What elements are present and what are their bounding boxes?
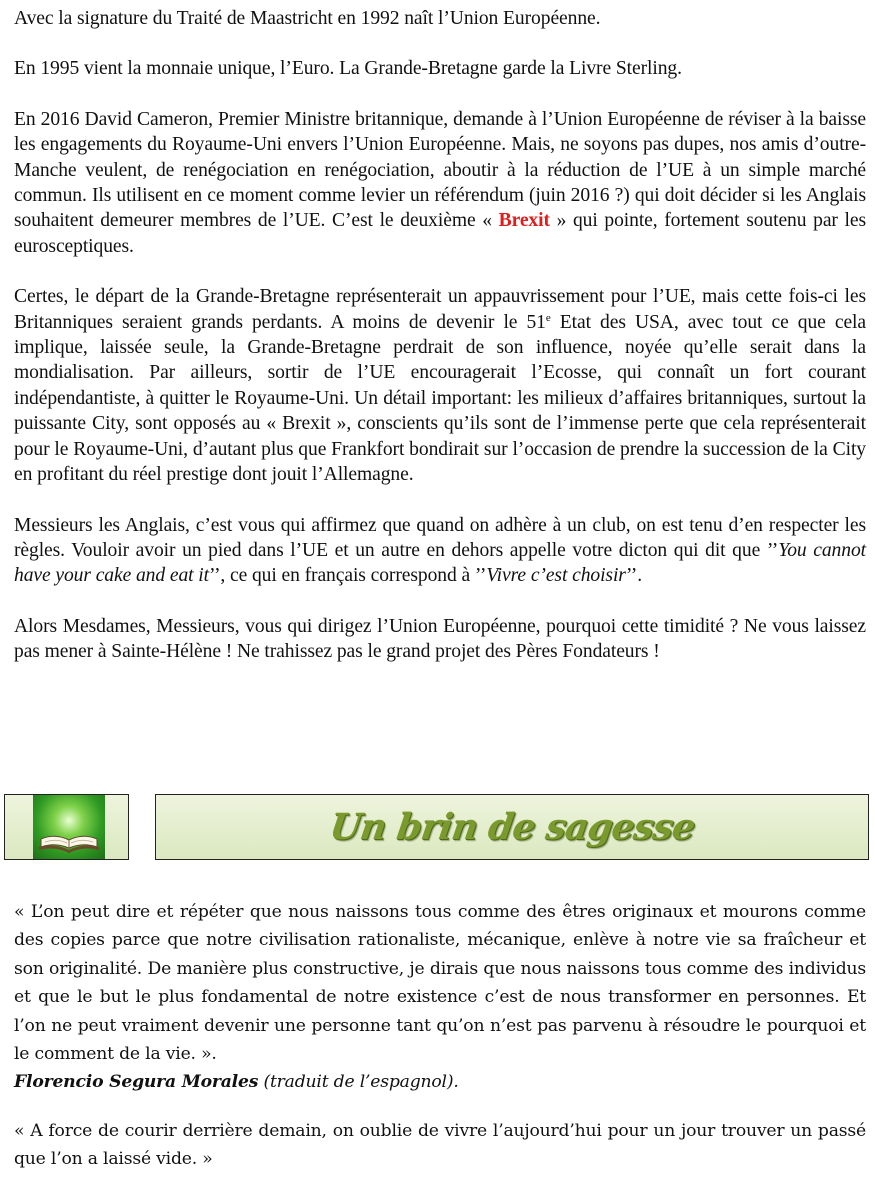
paragraph-euro: En 1995 vient la monnaie unique, l’Euro. La Grande-Bretagne garde la Livre Sterling. xyxy=(14,58,682,80)
banner-title-box xyxy=(155,794,869,860)
english-proverb: You cannot have your cake and eat it xyxy=(14,539,866,587)
brexit-highlight: Brexit xyxy=(498,210,550,232)
superscript-e: e xyxy=(545,311,551,324)
quote-segura: « L’on peut dire et répéter que nous naissons tous comme des êtres originaux et mourons comme des copies parce que notre civilisation rationaliste, mécanique, enlève à notre vie sa fraîcheur et son originalité. De manière plus constructive, je dirais que nous naissons tous comme des individus et que le but le plus fondamental de notre existence c’est de nous transformer en personnes. Et l’on ne peut vraiment devenir une personne tant qu’on n’est pas parvenu à résoudre le pourquoi et le comment de la vie. ». Florencio Segura Morales (traduit de l’espagnol). xyxy=(14,902,866,1093)
banner-title: Un brin de sagesse xyxy=(326,806,698,848)
article xyxy=(14,0,866,665)
quote-demain: « A force de courir derrière demain, on oublie de vivre l’aujourd’hui pour un jour trouver un passé que l’on a laissé vide. » xyxy=(14,1120,866,1170)
open-book-icon xyxy=(33,795,105,859)
icon-tile xyxy=(33,795,105,859)
quote-author: Florencio Segura Morales xyxy=(14,1072,259,1093)
paragraph-departure: Certes, le départ de la Grande-Bretagne représenterait un appauvrissement pour l’UE, mais cette fois-ci les Britanniques seraient grands perdants. A moins de devenir le 51e Etat des USA, avec tout ce que cela implique, laissée seule, la Grande-Bretagne perdrait de son influence, noyée qu’elle serait dans la mondialisation. Par ailleurs, sortir de l’UE encouragerait l’Ecosse, qui connaît un fort courant indépendantiste, à quitter le Royaume-Uni. Un détail important: les milieux d’affaires britanniques, surtout la puissante City, sont opposés au « Brexit », conscients qu’ils sont de l’immense perte que cela représenterait pour le Royaume-Uni, d’autant plus que Frankfort bondirait sur l’occasion de prendre la succession de la City en profitant du réel prestige dont jouit l’Allemagne. xyxy=(14,286,866,486)
paragraph-anglais: Messieurs les Anglais, c’est vous qui affirmez que quand on adhère à un club, on est tenu d’en respecter les règles. Vouloir avoir un pied dans l’UE et un autre en dehors appelle votre dicton qui dit que ’’You cannot have your cake and eat it’’, ce qui en français correspond à ’’Vivre c’est choisir’’. xyxy=(14,514,866,587)
quote-translation-note: (traduit de l’espagnol). xyxy=(258,1072,459,1093)
french-proverb: Vivre c’est choisir xyxy=(486,565,626,587)
banner-icon-box xyxy=(4,794,129,860)
paragraph-cameron: En 2016 David Cameron, Premier Ministre britannique, demande à l’Union Européenne de réviser à la baisse les engagements du Royaume-Uni envers l’Union Européenne. Mais, ne soyons pas dupes, nos amis d’outre-Manche veulent, de renégociation en renégociation, aboutir à la réduction de l’UE à un simple marché commun. Ils utilisent en ce moment comme levier un référendum (juin 2016 ?) qui doit décider si les Anglais souhaitent demeurer membres de l’UE. C’est le deuxième « Brexit » qui pointe, fortement soutenu par les eurosceptiques. xyxy=(14,108,866,257)
quotes-section xyxy=(14,898,866,1174)
paragraph-maastricht: Avec la signature du Traité de Maastricht en 1992 naît l’Union Européenne. xyxy=(14,8,601,29)
paragraph-appeal: Alors Mesdames, Messieurs, vous qui dirigez l’Union Européenne, pourquoi cette timidité ? Ne vous laissez pas mener à Sainte-Hélène ! Ne trahissez pas le grand projet des Pères Fondateurs ! xyxy=(14,615,866,663)
